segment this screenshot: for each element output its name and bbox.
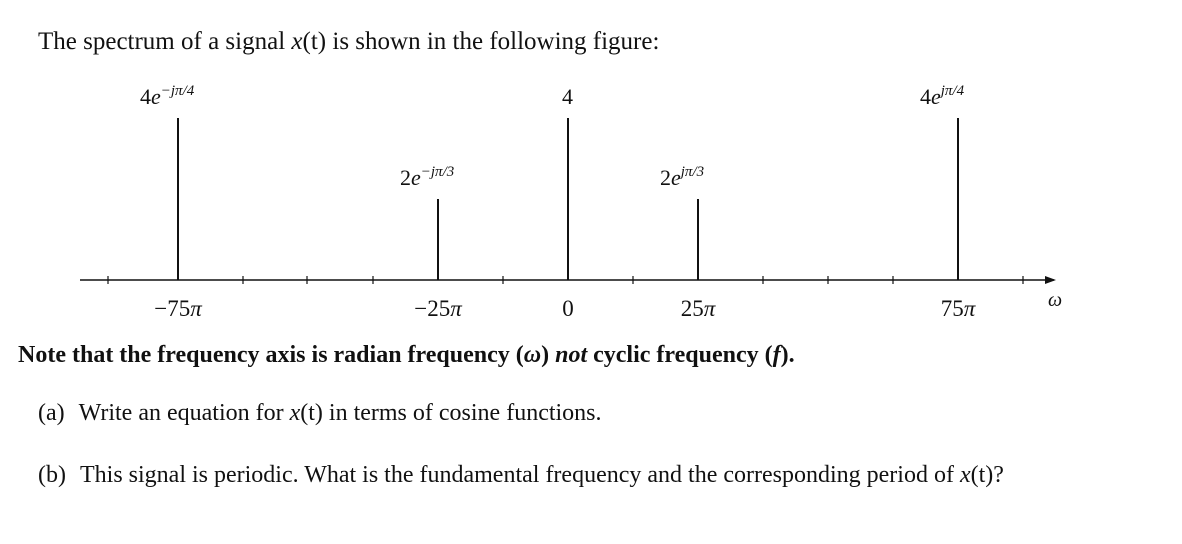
tick-label: 75π (940, 296, 976, 321)
tick-label: −75π (154, 296, 202, 321)
spectral-line-label: $2e^{-j\pi/3}$ (400, 164, 455, 190)
question-a (38, 400, 602, 427)
intro-signal-arg: (t) (302, 28, 327, 55)
spectral-line-label: $2e^{j\pi/3}$ (660, 164, 705, 190)
question-b-var: x (959, 462, 971, 488)
note-f: f (772, 342, 781, 368)
note-omega: ω (523, 342, 542, 368)
frequency-note (18, 342, 795, 369)
intro-part1: The spectrum of a signal (38, 28, 292, 55)
axis-arrow-icon (1045, 276, 1056, 284)
note-part1: Note that the frequency axis is radian frequency ( (18, 342, 524, 368)
spectral-line-label: 4 (562, 84, 573, 109)
axis-label-omega: ω (1048, 289, 1063, 311)
question-a-var: x (289, 400, 301, 426)
question-a-part2: in terms of cosine functions. (322, 400, 602, 426)
tick-label: 25π (680, 296, 716, 321)
intro-signal-var: x (291, 28, 303, 55)
note-part3: cyclic frequency ( (587, 342, 773, 368)
spectral-line-label: $4e^{j\pi/4}$ (920, 83, 965, 109)
question-a-arg: (t) (300, 400, 323, 426)
note-not: not (555, 342, 588, 368)
question-b-part2: ? (993, 462, 1004, 488)
question-a-part1: Write an equation for (78, 400, 290, 426)
tick-label: −25π (414, 296, 462, 321)
question-b-arg: (t) (970, 462, 994, 488)
question-b-label: (b) (38, 462, 66, 488)
question-a-label: (a) (38, 400, 65, 426)
note-part2: ) (541, 342, 556, 368)
spectral-line-label: $4e^{-j\pi/4}$ (140, 83, 195, 109)
note-part4: ). (780, 342, 795, 368)
intro-part2: is shown in the following figure: (326, 28, 660, 55)
intro-text (38, 28, 659, 56)
tick-label: 0 (562, 296, 574, 321)
question-b (38, 462, 1004, 489)
question-b-part1: This signal is periodic. What is the fundamental frequency and the corresponding period of (79, 462, 960, 488)
